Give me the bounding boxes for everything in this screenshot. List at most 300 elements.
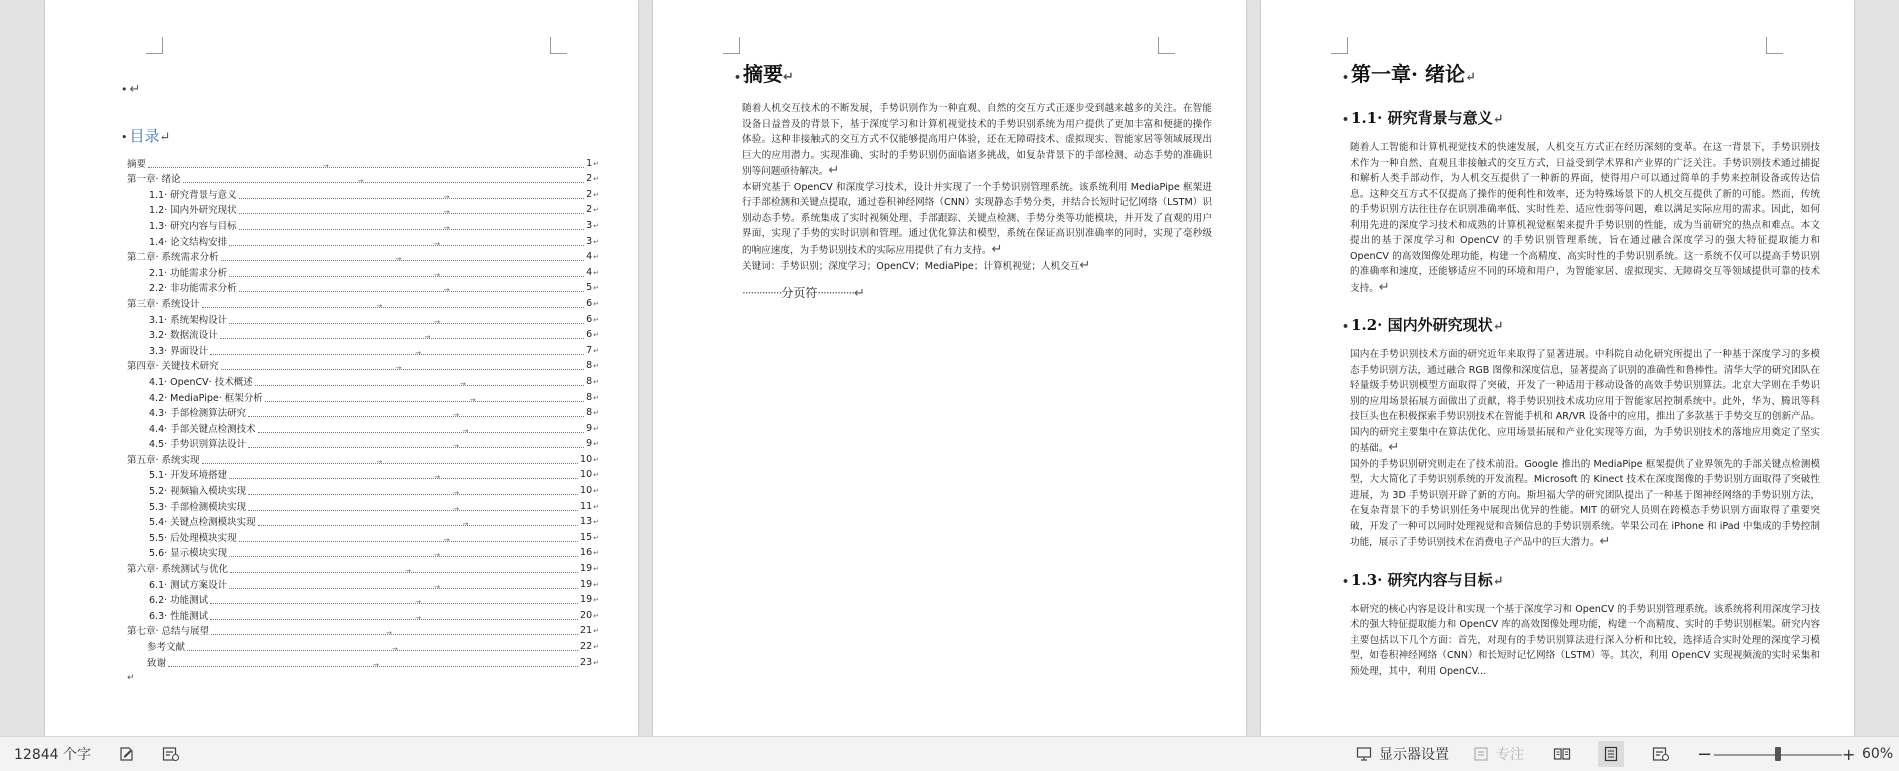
toc-entry-label: 6.1· 测试方案设计 <box>149 579 228 591</box>
toc-entry-page <box>580 499 599 515</box>
toc-entry-page <box>586 202 599 218</box>
page-break-line: ·············· <box>742 286 782 301</box>
tab-mark: → <box>415 598 422 607</box>
chapter-title-text: 第一章· 绪论 <box>1351 62 1465 86</box>
toc-page-number: 19 <box>580 594 593 606</box>
paragraph-mark: ↵ <box>593 253 599 262</box>
crop-mark <box>1331 37 1348 54</box>
section-title-text: 1.3· 研究内容与目标 <box>1351 570 1493 589</box>
zoom-thumb[interactable] <box>1775 747 1781 761</box>
accessibility-icon[interactable] <box>162 745 180 763</box>
crop-mark <box>1766 37 1783 54</box>
toc-page-number: 10 <box>580 469 593 481</box>
toc-page-number: 3 <box>586 235 593 247</box>
toc-leader-dots <box>168 660 578 669</box>
paragraph-mark: ↵ <box>593 206 599 215</box>
tab-mark: → <box>434 317 441 326</box>
toc-entry-page <box>580 483 599 499</box>
tab-mark: → <box>443 192 450 201</box>
tab-mark: → <box>443 223 450 232</box>
toc-entry-label: 第三章· 系统设计 <box>127 298 200 310</box>
toc-entry-page <box>580 577 599 593</box>
toc-page-number: 20 <box>580 609 593 621</box>
toc-page-number: 2 <box>586 188 593 200</box>
toc-entry-page <box>580 467 599 483</box>
toc-entry-page <box>586 436 599 452</box>
display-settings-label: 显示器设置 <box>1379 747 1449 763</box>
toc-entry-label: 1.2· 国内外研究现状 <box>149 205 237 217</box>
toc-page-number: 7 <box>586 344 593 356</box>
toc-entry-label: 6.2· 功能测试 <box>149 595 209 607</box>
abstract-paragraph-2[interactable] <box>742 180 1212 259</box>
toc-entry-page <box>580 530 599 546</box>
toc-entry-page <box>586 358 599 374</box>
section-title[interactable] <box>1342 314 1820 335</box>
toc-entry-page <box>580 452 599 468</box>
toc-leader-dots <box>239 208 584 217</box>
toc-entry[interactable] <box>127 437 599 453</box>
toc-page-number: 9 <box>586 422 593 434</box>
toc-leader-dots <box>221 364 585 373</box>
toc-leader-dots <box>239 286 584 295</box>
toc-page-number: 10 <box>580 453 593 465</box>
toc-entry-label: 2.1· 功能需求分析 <box>149 267 228 279</box>
zoom-slider[interactable] <box>1714 737 1842 771</box>
paragraph-mark: ↵ <box>593 424 599 433</box>
toc-leader-dots <box>229 317 584 326</box>
toc-page-number: 6 <box>586 313 593 325</box>
toc-entry[interactable] <box>127 203 599 219</box>
toc-entry[interactable] <box>127 593 599 609</box>
toc-page-number: 8 <box>586 391 593 403</box>
page-break-label: 分页符 <box>781 286 818 301</box>
paragraph-mark: ↵ <box>593 221 599 230</box>
tab-mark: → <box>405 567 411 576</box>
paragraph-mark: ↵ <box>593 362 599 371</box>
toc-entry[interactable] <box>127 296 599 312</box>
toc-entry[interactable] <box>127 218 599 234</box>
toc-entry-page <box>580 545 599 561</box>
toc-leader-dots <box>248 489 578 498</box>
paragraph-mark: ↵ <box>1464 70 1476 85</box>
toc-entry[interactable] <box>127 608 599 624</box>
toc-leader-dots <box>239 223 584 232</box>
toc-heading-text: 目录 <box>129 127 160 145</box>
toc-entry-label: 4.2· MediaPipe· 框架分析 <box>149 392 263 404</box>
toc-entry-label: 1.4· 论文结构安排 <box>149 236 228 248</box>
page-toc[interactable] <box>45 0 638 736</box>
toc-leader-dots <box>229 473 578 482</box>
abstract-title-text: 摘要 <box>743 62 784 86</box>
toc-entry-page <box>580 514 599 530</box>
toc-entry[interactable] <box>127 156 599 172</box>
toc-leader-dots <box>248 442 584 451</box>
toc-entry-page <box>586 187 599 203</box>
toc-page-number: 16 <box>580 547 593 559</box>
paragraph-mark: ↵ <box>1599 534 1611 549</box>
paragraph-mark: ↵ <box>593 658 599 667</box>
toc-entry-page <box>580 655 599 671</box>
paragraph-mark: ↵ <box>593 643 599 651</box>
tab-mark: → <box>395 364 402 373</box>
bullet-mark: • <box>1342 574 1350 588</box>
toc-leader-dots <box>258 520 578 529</box>
tab-mark: → <box>453 442 460 451</box>
tab-mark: → <box>376 457 383 466</box>
section-title-text: 1.2· 国内外研究现状 <box>1351 316 1493 334</box>
toc-leader-dots <box>248 411 584 420</box>
toc-entry[interactable] <box>127 250 599 266</box>
toc-entry[interactable] <box>127 452 599 468</box>
zoom-in-button[interactable]: + <box>1842 744 1856 764</box>
toc-leader-dots <box>229 239 584 248</box>
tab-mark: → <box>434 270 441 279</box>
paragraph-mark: ↵ <box>593 502 599 511</box>
abstract-keywords[interactable] <box>742 258 1212 275</box>
toc-page-number: 22 <box>580 641 593 652</box>
paragraph-mark: ↵ <box>593 393 599 402</box>
toc-entry[interactable] <box>127 343 599 359</box>
paragraph-mark: ↵ <box>593 268 599 277</box>
toc-leader-dots <box>210 598 578 607</box>
paragraph-mark: ↵ <box>593 471 599 480</box>
toc-entry-label: 4.3· 手部检测算法研究 <box>149 408 247 420</box>
tab-mark: → <box>434 239 441 248</box>
page-abstract[interactable] <box>653 0 1246 736</box>
section-paragraph[interactable] <box>1350 347 1820 457</box>
bullet-mark: • <box>734 71 742 84</box>
paragraph-mark: ↵ <box>593 284 599 293</box>
crop-mark <box>723 37 740 54</box>
toc-entry-page <box>580 639 599 655</box>
toc-entry-label: 4.5· 手势识别算法设计 <box>149 439 247 451</box>
toc-entry[interactable] <box>127 515 599 531</box>
read-mode-icon[interactable] <box>1553 745 1571 763</box>
toc-entry-label: 4.4· 手部关键点检测技术 <box>149 423 256 435</box>
toc-page-number: 6 <box>586 297 593 309</box>
word-count-text: 12844 个字 <box>14 747 91 763</box>
toc-leader-dots <box>248 504 578 513</box>
paragraph-mark: ↵ <box>593 299 599 308</box>
toc-entry[interactable] <box>127 499 599 515</box>
paragraph-mark: ↵ <box>593 455 599 464</box>
paragraph-mark: ↵ <box>593 331 599 340</box>
section-paragraph[interactable] <box>1350 140 1820 296</box>
toc-entry-label: 第七章· 总结与展望 <box>127 626 210 638</box>
toc-entry-page <box>586 171 599 187</box>
toc-leader-dots <box>265 395 584 404</box>
tab-mark: → <box>415 348 422 357</box>
paragraph-text: 随着人机交互技术的不断发展，手势识别作为一种直观、自然的交互方式正逐步受到越来越多的关注。在智能设备日益普及的背景下，基于深度学习和计算机视觉技术的手势识别系统为用户提供了更加丰富和便捷的操作体验。这种非接触式的交互方式不仅能够提高用户体验，还在无障碍技术、虚拟现实、智能家居等领域展现出巨大的应用潜力。实现准确、实时的手势识别仍面临诸多挑战，如复杂背景下的手部检测、动态手势的准确识别等问题亟待解决。 <box>742 103 1212 177</box>
paragraph-mark: ↵ <box>593 175 599 184</box>
toc-leader-dots <box>229 582 578 591</box>
toc-entry-page <box>586 312 599 328</box>
status-bar <box>0 736 1899 771</box>
toc-entry[interactable] <box>127 561 599 577</box>
toc-page-number: 19 <box>580 578 593 590</box>
toc-entry-label: 5.6· 显示模块实现 <box>149 548 228 560</box>
paragraph-mark: ↵ <box>828 163 840 178</box>
toc-page-number: 21 <box>580 625 593 637</box>
toc-leader-dots <box>183 177 585 186</box>
toc-entry-label: 致谢 <box>147 657 167 669</box>
toc-entry-label: 第二章· 系统需求分析 <box>127 252 219 264</box>
toc-entry[interactable] <box>127 546 599 562</box>
tab-mark: → <box>453 489 460 498</box>
toc-entry-label: 3.2· 数据流设计 <box>149 330 218 342</box>
toc-entry-label: 5.1· 开发环境搭建 <box>149 470 228 482</box>
toc-entry[interactable] <box>127 187 599 203</box>
paragraph-mark: ↵ <box>593 596 599 605</box>
toc-entry-page <box>586 156 599 172</box>
paragraph-mark: ↵ <box>127 672 135 683</box>
spacer <box>1350 296 1820 314</box>
toc-page-number: 9 <box>586 438 593 450</box>
toc-entry-page <box>586 296 599 312</box>
toc-entry-page <box>586 343 599 359</box>
toc-page-number: 8 <box>586 360 593 372</box>
toc-entry-label: 第四章· 关键技术研究 <box>127 361 219 373</box>
toc-leader-dots <box>148 161 584 170</box>
toc-entry[interactable] <box>127 390 599 406</box>
web-layout-icon[interactable] <box>1652 745 1670 763</box>
bullet-mark: • <box>1342 71 1350 84</box>
toc-entry[interactable] <box>127 655 599 671</box>
toc-entry-page <box>586 390 599 406</box>
paragraph-mark: ↵ <box>1492 112 1504 127</box>
page-chapter-1[interactable] <box>1261 0 1854 736</box>
toc-entry-page <box>580 592 599 608</box>
paragraph-mark: ↵ <box>1492 573 1504 589</box>
toc-entry-page <box>586 249 599 265</box>
toc-entry-page <box>580 561 599 577</box>
proofing-icon[interactable] <box>118 745 136 763</box>
section-paragraph[interactable] <box>1350 602 1820 680</box>
page-break-line: ············· <box>817 286 855 301</box>
toc-entry[interactable] <box>127 406 599 422</box>
toc-entry[interactable] <box>127 530 599 546</box>
section-paragraph[interactable] <box>1350 457 1820 551</box>
tab-mark: → <box>395 255 402 264</box>
toc-entry[interactable] <box>127 639 599 655</box>
paragraph-mark: ↵ <box>1378 279 1390 295</box>
toc-entry[interactable] <box>127 234 599 250</box>
tab-mark: → <box>424 333 431 342</box>
toc-entry-label: 3.3· 界面设计 <box>149 345 209 357</box>
toc-list <box>127 156 599 671</box>
toc-entry[interactable] <box>127 624 599 640</box>
toc-entry-page <box>586 327 599 343</box>
paragraph-mark: ↵ <box>593 627 599 636</box>
toc-entry[interactable] <box>127 374 599 390</box>
paragraph-mark: ↵ <box>783 70 794 85</box>
tab-mark: → <box>469 395 476 404</box>
abstract-title[interactable] <box>734 58 1212 87</box>
toc-leader-dots <box>202 457 578 466</box>
word-count[interactable] <box>14 744 91 764</box>
paragraph-mark: ↵ <box>593 611 599 620</box>
toc-entry-label: 1.1· 研究背景与意义 <box>149 189 237 201</box>
paragraph-mark: ↵ <box>593 237 599 246</box>
tab-mark: → <box>443 535 450 544</box>
toc-page-number: 6 <box>586 329 593 341</box>
toc-entry[interactable] <box>127 265 599 281</box>
toc-leader-dots <box>239 535 578 544</box>
crop-mark <box>1158 37 1175 54</box>
toc-entry-label: 2.2· 非功能需求分析 <box>149 283 237 295</box>
paragraph-mark: ↵ <box>1079 258 1091 273</box>
tab-mark: → <box>462 426 469 435</box>
paragraph-mark: ↵ <box>854 286 865 302</box>
paragraph-text: 国外的手势识别研究则走在了技术前沿。Google 推出的 MediaPipe 框架提供了业界领先的手部关键点检测模型，大大简化了手势识别系统的开发流程。Microsoft 的 Kinect 技术在深度图像的手势识别方面取得了突破性进展，为 3D 手势识别开辟了新的方向。斯坦福大学的研究团队提出了一种基于图神经网络的手势识别方法，在复杂背景下的手势识别任务中展现出优异的性能。MIT 的研究人员则在跨模态手势识别方面取得了重要突破，开发了一种可以同时处理视觉和音频信息的手势识别系统。苹果公司在 iPhone 和 iPad 中集成的手势控制功能，展示了手势识别技术在消费电子产品中的巨大潜力。 <box>1350 458 1820 548</box>
toc-entry-page <box>580 608 599 624</box>
monitor-icon <box>1355 745 1373 763</box>
tab-mark: → <box>392 645 398 653</box>
abstract-paragraph-1[interactable] <box>742 101 1212 180</box>
paragraph-mark: ↵ <box>593 159 599 168</box>
tab-mark: → <box>386 629 392 638</box>
toc-entry-page <box>580 623 599 639</box>
toc-leader-dots <box>229 551 578 560</box>
toc-leader-dots <box>210 348 584 357</box>
paragraph-text: 国内在手势识别技术方面的研究近年来取得了显著进展。中科院自动化研究所提出了一种基于深度学习的多模态手势识别方法，通过融合 RGB 图像和深度信息，显著提高了识别的准确性和鲁棒性。清华大学的研究团队在轻量级手势识别模型方面取得了突破，开发了一种适用于移动设备的高效手势识别算法。北京大学则在手势识别的应用场景拓展方面做出了贡献，将手势识别技术成功应用于智能家居控制系统中。此外，华为、腾讯等科技巨头也在积极探索手势识别技术在智能手机和 AR/VR 设备中的应用，推出了多款基于手势交互的创新产品。国内的研究主要集中在算法优化、应用场景拓展和产业化实现等方面，为手势识别技术的落地应用奠定了坚实的基础。 <box>1350 349 1820 454</box>
bullet-mark: • <box>1342 320 1350 333</box>
paragraph-mark: ↵ <box>593 440 599 449</box>
tab-mark: → <box>376 301 383 310</box>
paragraph-mark: ↵ <box>593 315 599 324</box>
toc-page-number: 8 <box>586 407 593 419</box>
toc-entry[interactable] <box>127 468 599 484</box>
toc-leader-dots <box>230 567 578 576</box>
toc-entry-label: 1.3· 研究内容与目标 <box>149 220 237 232</box>
spacer <box>1350 551 1820 569</box>
toc-entry-label: 5.2· 视频输入模块实现 <box>149 486 247 498</box>
toc-entry-page <box>586 405 599 421</box>
toc-entry-label: 5.4· 关键点检测模块实现 <box>149 517 256 529</box>
zoom-out-button[interactable]: − <box>1697 743 1713 765</box>
toc-page-number: 4 <box>586 251 593 263</box>
toc-page-number: 23 <box>580 656 593 668</box>
toc-entry-label: 参考文献 <box>147 642 186 653</box>
tab-mark: → <box>453 504 460 513</box>
tab-mark: → <box>453 411 460 420</box>
paragraph-mark: ↵ <box>593 346 599 355</box>
paragraph-mark: ↵ <box>991 241 1003 257</box>
crop-mark <box>146 37 163 54</box>
focus-mode-button[interactable] <box>1472 744 1524 764</box>
toc-entry[interactable] <box>127 312 599 328</box>
toc-entry-label: 第五章· 系统实现 <box>127 454 200 466</box>
tab-mark: → <box>357 177 364 186</box>
toc-page-number: 11 <box>580 500 593 512</box>
toc-leader-dots <box>220 333 584 342</box>
toc-entry-label: 6.3· 性能测试 <box>149 610 209 622</box>
toc-page-number: 1 <box>586 157 593 169</box>
toc-page-number: 10 <box>580 485 593 497</box>
tab-mark: → <box>443 208 450 217</box>
paragraph-text: 随着人工智能和计算机视觉技术的快速发展，人机交互方式正在经历深刻的变革。在这一背景下，手势识别技术作为一种自然、直观且非接触式的交互方式，日益受到学术界和产业界的广泛关注。手势识别技术通过捕捉和解析人类手部动作，为人机交互提供了一种新的界面，使得用户可以通过简单的手势来控制设备或传达信息。这种交互方式不仅提高了操作的便利性和效率，还为特殊场景下的人机交互提供了新的可能。然而，传统的手势识别方法往往存在识别准确率低、实时性差、适应性弱等问题，难以满足实际应用的需求。因此，如何利用先进的深度学习技术和成熟的计算机视觉框架来提升手势识别的性能，成为当前研究的热点和难点。本文提出的基于深度学习和 OpenCV 的手势识别管理系统，旨在通过融合深度学习的强大特征提取能力和 OpenCV 的高效图像处理功能，构建一个高精度、高实时性的手势识别系统。这一系统不仅可以提高手势识别的准确率和速度，还能够适应不同的环境和用户，为智能家居、虚拟现实、无障碍交互等领域提供可靠的技术支持。 <box>1350 142 1820 294</box>
crop-mark <box>550 37 567 54</box>
toc-entry-label: 第六章· 系统测试与优化 <box>127 564 229 576</box>
print-layout-icon[interactable] <box>1598 741 1624 767</box>
page-break-marker <box>742 284 1212 301</box>
paragraph-mark: ↵ <box>593 190 599 199</box>
paragraph-mark: ↵ <box>1492 319 1504 334</box>
toc-leader-dots <box>258 426 584 435</box>
toc-entry-label: 5.3· 手部检测模块实现 <box>149 501 247 513</box>
paragraph-mark: ↵ <box>593 409 599 418</box>
tab-mark: → <box>415 613 422 622</box>
toc-entry-page <box>586 280 599 296</box>
toc-entry[interactable] <box>127 421 599 437</box>
paragraph-mark: ↵ <box>593 549 599 558</box>
tab-mark: → <box>434 582 441 591</box>
toc-page-number: 13 <box>580 516 593 528</box>
keywords-text: 关键词：手势识别；深度学习；OpenCV；MediaPipe；计算机视觉；人机交互 <box>742 261 1080 272</box>
toc-entry-page <box>586 374 599 390</box>
toc-entry-page <box>586 421 599 437</box>
toc-leader-dots <box>255 379 584 388</box>
bullet-mark: • <box>121 83 128 96</box>
paragraph-mark: ↵ <box>593 565 599 574</box>
tab-mark: → <box>323 161 329 170</box>
section-title[interactable] <box>1342 107 1820 128</box>
toc-page-number: 4 <box>586 266 593 278</box>
section-title[interactable] <box>1342 569 1820 590</box>
toc-leader-dots <box>221 255 585 264</box>
toc-entry-page <box>586 265 599 281</box>
toc-page-number: 5 <box>586 282 593 294</box>
toc-entry[interactable] <box>127 328 599 344</box>
bullet-mark: • <box>121 131 128 144</box>
toc-entry-label: 3.1· 系统架构设计 <box>149 314 228 326</box>
zoom-percent[interactable]: 60% <box>1862 746 1894 762</box>
toc-entry-page <box>586 234 599 250</box>
display-settings-button[interactable] <box>1355 744 1449 764</box>
tab-mark: → <box>434 473 441 482</box>
empty-paragraph <box>121 78 599 97</box>
chapter-title[interactable] <box>1342 58 1820 87</box>
paragraph-mark: ↵ <box>593 487 599 496</box>
focus-icon <box>1472 745 1490 763</box>
toc-entry[interactable] <box>127 483 599 499</box>
toc-heading[interactable] <box>121 125 599 146</box>
toc-entry[interactable] <box>127 281 599 297</box>
tab-mark: → <box>459 379 466 388</box>
toc-page-number: 8 <box>586 375 593 387</box>
paragraph-mark: ↵ <box>593 518 599 527</box>
tab-mark: → <box>462 520 469 529</box>
toc-entry-label: 第一章· 绪论 <box>127 174 181 186</box>
toc-entry[interactable] <box>127 359 599 375</box>
toc-page-number: 15 <box>580 531 593 543</box>
toc-page-number: 3 <box>586 219 593 231</box>
bullet-mark: • <box>1342 113 1350 126</box>
toc-entry-label: 5.5· 后处理模块实现 <box>149 532 237 544</box>
paragraph-text: 本研究的核心内容是设计和实现一个基于深度学习和 OpenCV 的手势识别管理系统。该系统将利用深度学习技术的强大特征提取能力和 OpenCV 库的高效图像处理功能，构建一个高精度、实时的手势识别框架。研究内容主要包括以下几个方面：首先，对现有的手势识别算法进行深入分析和比较，选择适合实时处理的深度学习模型，如卷积神经网络（CNN）和长短时记忆网络（LSTM）等。其次，利用 OpenCV 实现视频流的实时采集和预处理，其中，利用 OpenCV... <box>1350 603 1820 677</box>
paragraph-mark: ↵ <box>1388 440 1400 455</box>
paragraph-text: 本研究基于 OpenCV 和深度学习技术，设计并实现了一个手势识别管理系统。该系统利用 MediaPipe 框架进行手部检测和关键点提取，通过卷积神经网络（CNN）实现静态手势分类，并结合长短时记忆网络（LSTM）识别动态手势。系统集成了实时视频处理、手部跟踪、关键点检测、手势分类等功能模块，并开发了直观的用户界面，实现了手势的实时识别和管理。通过优化算法和模型，系统在保证高识别准确率的同时，实现了毫秒级的响应速度，为手势识别技术的实际应用提供了有力支持。 <box>742 181 1212 256</box>
focus-mode-label: 专注 <box>1496 747 1524 763</box>
toc-page-number: 2 <box>586 204 593 216</box>
toc-leader-dots <box>210 613 578 622</box>
toc-entry-label: 摘要 <box>127 158 147 170</box>
toc-entry[interactable] <box>127 577 599 593</box>
toc-leader-dots <box>211 629 578 638</box>
paragraph-mark: ↵ <box>159 130 171 145</box>
toc-entry[interactable] <box>127 172 599 188</box>
toc-leader-dots <box>239 192 584 201</box>
